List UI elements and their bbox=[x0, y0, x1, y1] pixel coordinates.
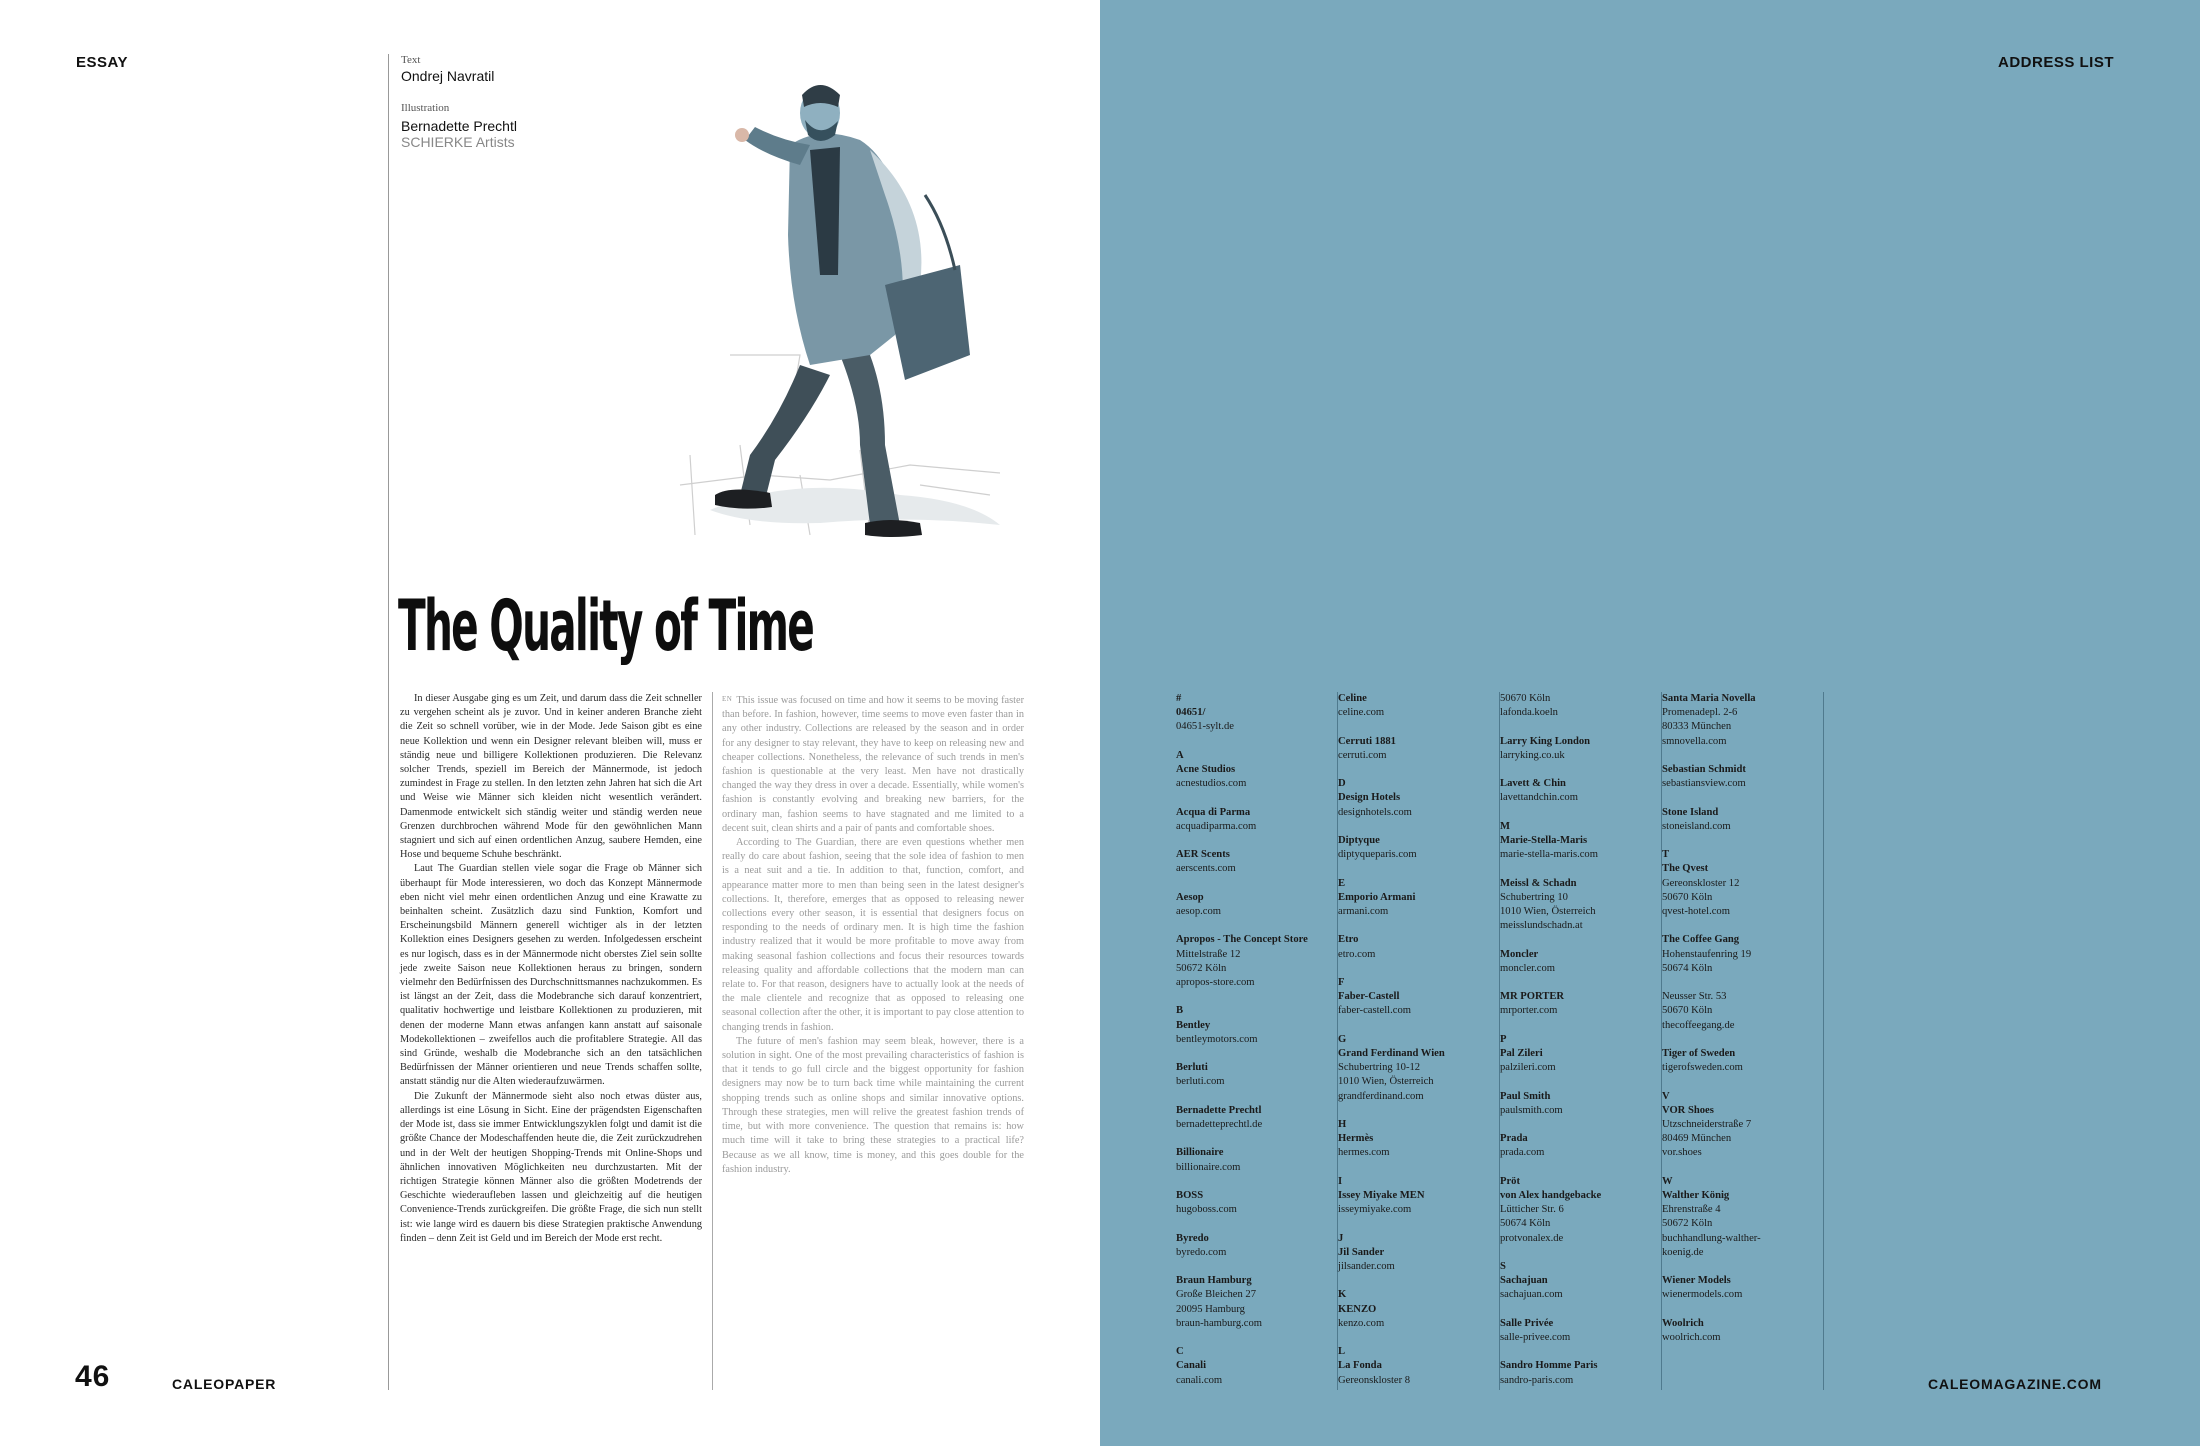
address-entry bbox=[1500, 1175, 1655, 1189]
address-brand-name: Design Hotels bbox=[1338, 792, 1401, 804]
address-line: protvonalex.de bbox=[1500, 1232, 1564, 1244]
address-brand-name: Woolrich bbox=[1662, 1317, 1704, 1329]
address-brand-name: Cerruti 1881 bbox=[1338, 735, 1396, 747]
address-entry bbox=[1338, 1288, 1493, 1331]
credit-agency: SCHIERKE Artists bbox=[401, 134, 515, 150]
column-divider bbox=[712, 692, 713, 1390]
address-line: etro.com bbox=[1338, 948, 1376, 960]
address-entry bbox=[1338, 735, 1493, 763]
address-line: braun-hamburg.com bbox=[1176, 1317, 1263, 1329]
address-line: 1010 Wien, Österreich bbox=[1500, 905, 1596, 917]
address-entry bbox=[1338, 933, 1493, 961]
address-column-3 bbox=[1500, 692, 1662, 1390]
address-line: larryking.co.uk bbox=[1500, 749, 1565, 761]
credit-illustration-label: Illustration bbox=[401, 102, 450, 114]
address-index-letter: E bbox=[1338, 877, 1346, 889]
address-line: 50674 Köln bbox=[1500, 1218, 1551, 1230]
address-brand-name: KENZO bbox=[1338, 1303, 1377, 1315]
address-brand-name: Braun Hamburg bbox=[1176, 1275, 1252, 1287]
address-index-letter: H bbox=[1338, 1118, 1347, 1130]
address-line: 80333 München bbox=[1662, 721, 1732, 733]
address-line: salle-privee.com bbox=[1500, 1331, 1571, 1343]
address-line: cerruti.com bbox=[1338, 749, 1387, 761]
address-brand-name: Tiger of Sweden bbox=[1662, 1047, 1736, 1059]
address-line: Hohenstaufenring 19 bbox=[1662, 948, 1752, 960]
address-entry bbox=[1662, 806, 1817, 834]
address-entry bbox=[1176, 1104, 1331, 1132]
address-entry bbox=[1500, 1132, 1655, 1160]
credit-illustrator: Bernadette Prechtl bbox=[401, 118, 517, 134]
address-brand-name: Sebastian Schmidt bbox=[1662, 764, 1746, 775]
address-entry bbox=[1338, 834, 1493, 862]
address-entry bbox=[1338, 1118, 1493, 1161]
address-index-letter: C bbox=[1176, 1346, 1184, 1358]
address-column-2 bbox=[1338, 692, 1500, 1390]
address-brand-name: Larry King London bbox=[1500, 735, 1591, 747]
address-brand-name: The Qvest bbox=[1662, 863, 1709, 875]
address-line: billionaire.com bbox=[1176, 1161, 1241, 1173]
address-line: Schubertring 10 bbox=[1500, 891, 1568, 903]
address-brand-name: Hermès bbox=[1338, 1133, 1374, 1145]
address-line: mrporter.com bbox=[1500, 1005, 1558, 1017]
address-brand-name: La Fonda bbox=[1338, 1360, 1382, 1372]
address-index-letter: # bbox=[1176, 693, 1182, 704]
english-language-tag: EN bbox=[722, 695, 733, 703]
address-entry bbox=[1338, 692, 1493, 720]
address-line: tigerofsweden.com bbox=[1662, 1062, 1743, 1074]
address-brand-name: Santa Maria Novella bbox=[1662, 693, 1756, 704]
address-entry bbox=[1662, 692, 1817, 749]
address-line: 1010 Wien, Österreich bbox=[1338, 1076, 1434, 1088]
address-line: stoneisland.com bbox=[1662, 820, 1731, 832]
english-paragraph-1: This issue was focused on time and how it seems to be moving faster than before. In fashion, however, time seems to move even faster than in any other industry. Collections are released by the season and in order for any designer to stay relevant, they have to keep on releasing new and cheaper collections. Nonetheless, the relevance of such trends in men's fashion is questionable at the very least. Men have not drastically changed the way they dress in over a decade. Essentially, while women's fashion is constantly evolving and breaking new barriers, for the ordinary man, fashion seems to have stagnated and me limited to a decent suit, clean shirts and a pair of pants and comfortable shoes. bbox=[722, 695, 1024, 834]
address-brand-name: Acne Studios bbox=[1176, 764, 1236, 775]
address-entry bbox=[1176, 692, 1331, 735]
address-entry bbox=[1338, 1175, 1493, 1218]
address-index-letter: F bbox=[1338, 976, 1345, 988]
address-column-4 bbox=[1662, 692, 1824, 1390]
address-line: kenzo.com bbox=[1338, 1317, 1385, 1329]
address-entry bbox=[1176, 1189, 1331, 1217]
address-entry bbox=[1662, 990, 1817, 1033]
address-line: grandferdinand.com bbox=[1338, 1090, 1424, 1102]
walking-man-illustration bbox=[670, 55, 1010, 545]
address-entry bbox=[1500, 990, 1655, 1018]
address-line: Gereonskloster 12 bbox=[1662, 877, 1740, 889]
address-entry bbox=[1500, 1189, 1655, 1246]
address-line: vor.shoes bbox=[1662, 1147, 1702, 1159]
address-entry bbox=[1176, 848, 1331, 876]
address-brand-name: Berluti bbox=[1176, 1062, 1208, 1074]
address-entry bbox=[1662, 763, 1817, 791]
address-brand-name: Jil Sander bbox=[1338, 1246, 1385, 1258]
address-brand-name: Aesop bbox=[1176, 891, 1204, 903]
address-line: palzileri.com bbox=[1500, 1062, 1556, 1074]
address-line: qvest-hotel.com bbox=[1662, 906, 1730, 917]
address-brand-name: Bentley bbox=[1176, 1019, 1211, 1031]
address-line: 50670 Köln bbox=[1662, 1005, 1713, 1017]
address-brand-name: Marie-Stella-Maris bbox=[1500, 834, 1588, 846]
address-line: 50674 Köln bbox=[1662, 962, 1713, 974]
address-line: wienermodels.com bbox=[1662, 1289, 1743, 1301]
address-entry bbox=[1662, 1090, 1817, 1161]
address-brand-name: VOR Shoes bbox=[1662, 1104, 1714, 1116]
address-brand-name: Lavett & Chin bbox=[1500, 778, 1566, 790]
address-index-letter: W bbox=[1662, 1175, 1673, 1187]
address-entry bbox=[1338, 1345, 1493, 1388]
address-brand-name: Acqua di Parma bbox=[1176, 806, 1251, 818]
address-line: Gereonskloster 8 bbox=[1338, 1374, 1411, 1386]
english-paragraph-3: The future of men's fashion may seem bleak, however, there is a solution in sight. One of the most prevailing characteristics of fashion is that it tends to go full circle and the biggest opportunity for fashion designers may now be to turn back time while maintaining the current shopping trends such as online shops and similar innovative options. Through these strategies, men will relive the greatest fashion trends of time, but with more convenience. The question that remains is: how much time will it take to bring these strategies to a practical life? Because as we all know, time is money, and this goes double for the fashion industry. bbox=[722, 1035, 1024, 1175]
address-brand-name: Sachajuan bbox=[1500, 1275, 1548, 1287]
address-index-letter: P bbox=[1500, 1033, 1507, 1045]
address-index-letter: V bbox=[1662, 1090, 1670, 1102]
address-line: 20095 Hamburg bbox=[1176, 1303, 1245, 1315]
address-index-letter: K bbox=[1338, 1289, 1347, 1301]
address-brand-name: von Alex handgebacke bbox=[1500, 1189, 1602, 1201]
address-entry bbox=[1176, 806, 1331, 834]
section-label-address-list: ADDRESS LIST bbox=[1998, 54, 2115, 71]
address-brand-name: Etro bbox=[1338, 934, 1359, 946]
essay-title: The Quality of Time bbox=[398, 585, 814, 667]
address-entry bbox=[1176, 1146, 1331, 1174]
german-paragraph-2: Laut The Guardian stellen viele sogar die Frage ob Männer sich überhaupt für Mode interessieren, wo doch das Konzept Männermode eben nicht viel mehr einen ordentlichen Anzug und eine Krawatte zu beinhalten scheint. Zusätzlich dazu sind Funktion, Komfort und Erscheinungsbild Männern generell wichtiger als in der letzten Kollektion eines Designers gesehen zu werden. Infolgedessen erscheint es nur logisch, dass es in der Männermode nicht oberstes Ziel sein sollte jede zweite Saison neue Kollektionen heraus zu bringen, sondern vielmehr den Bedürfnissen des Durchschnittsmannes nachzukommen. Es ist längst an der Zeit, dass die Modebranche sich darauf konzentriert, qualitativ hochwertige und leistbare Kollektionen zu produzieren, mit denen der moderne Mann etwas anfangen kann anstatt auf saisonale Modekollektionen – zweifellos auch die profitablere Strategie. All das sind Gründe, weshalb die Modebranche sich an den tatsächlichen Bedürfnissen der Männer orientieren und neue Trends schaffen sollte, anstatt ständig nur die Alten wiederaufzuwärmen. bbox=[400, 863, 702, 1088]
address-line: Ehrenstraße 4 bbox=[1662, 1204, 1721, 1216]
address-line: sachajuan.com bbox=[1500, 1289, 1563, 1301]
address-index-letter: L bbox=[1338, 1346, 1346, 1358]
address-line: woolrich.com bbox=[1662, 1331, 1721, 1343]
english-text-column bbox=[722, 692, 1024, 1177]
address-line: faber-castell.com bbox=[1338, 1005, 1412, 1017]
address-brand-name: BOSS bbox=[1176, 1189, 1204, 1201]
address-entry bbox=[1662, 1175, 1817, 1260]
footer-brand: CALEOPAPER bbox=[172, 1376, 277, 1392]
address-line: sandro-paris.com bbox=[1500, 1374, 1574, 1386]
address-brand-name: Paul Smith bbox=[1500, 1090, 1551, 1102]
address-line: 80469 München bbox=[1662, 1133, 1732, 1145]
address-entry bbox=[1500, 1260, 1655, 1303]
address-entry bbox=[1500, 1090, 1655, 1118]
address-entry bbox=[1176, 933, 1331, 990]
address-brand-name: Emporio Armani bbox=[1338, 891, 1416, 903]
address-line: sebastiansview.com bbox=[1662, 778, 1746, 790]
address-entry bbox=[1176, 1061, 1331, 1089]
address-brand-name: MR PORTER bbox=[1500, 991, 1565, 1003]
address-entry bbox=[1500, 877, 1655, 934]
address-index-letter: S bbox=[1500, 1260, 1506, 1272]
address-brand-name: Salle Privée bbox=[1500, 1317, 1554, 1329]
address-index-letter: G bbox=[1338, 1033, 1347, 1045]
german-text-column bbox=[400, 692, 702, 1246]
address-entry bbox=[1176, 1274, 1331, 1331]
address-entry bbox=[1662, 1274, 1817, 1302]
address-entry bbox=[1338, 1033, 1493, 1104]
address-brand-name: Byredo bbox=[1176, 1232, 1209, 1244]
address-line: hugoboss.com bbox=[1176, 1204, 1237, 1216]
address-line: paulsmith.com bbox=[1500, 1104, 1563, 1116]
address-line: Große Bleichen 27 bbox=[1176, 1289, 1257, 1301]
address-line: jilsander.com bbox=[1338, 1260, 1395, 1272]
address-brand-name: Faber-Castell bbox=[1338, 991, 1400, 1003]
address-brand-name: Billionaire bbox=[1176, 1147, 1224, 1159]
address-entry bbox=[1500, 948, 1655, 976]
address-brand-name: Apropos - The Concept Store bbox=[1176, 934, 1308, 946]
address-index-letter: T bbox=[1662, 849, 1670, 861]
address-line: berluti.com bbox=[1176, 1076, 1225, 1088]
address-brand-name: Walther König bbox=[1662, 1189, 1730, 1201]
address-entry bbox=[1500, 1317, 1655, 1345]
address-brand-name: AER Scents bbox=[1176, 849, 1230, 861]
address-index-letter: M bbox=[1500, 820, 1510, 832]
address-brand-name: Pal Zileri bbox=[1500, 1047, 1543, 1059]
address-line: 50670 Köln bbox=[1500, 693, 1551, 704]
address-brand-name: Canali bbox=[1176, 1360, 1207, 1372]
address-line: Mittelstraße 12 bbox=[1176, 948, 1241, 960]
section-label-essay: ESSAY bbox=[76, 54, 128, 71]
credit-text-label: Text bbox=[401, 54, 421, 66]
address-brand-name: 04651/ bbox=[1176, 707, 1206, 719]
address-brand-name: Moncler bbox=[1500, 948, 1539, 960]
address-entry bbox=[1662, 1317, 1817, 1345]
address-brand-name: Celine bbox=[1338, 693, 1367, 704]
address-entry bbox=[1176, 1232, 1331, 1260]
address-entry bbox=[1500, 777, 1655, 805]
address-line: moncler.com bbox=[1500, 962, 1556, 974]
address-line: Neusser Str. 53 bbox=[1662, 991, 1727, 1003]
address-entry bbox=[1662, 1047, 1817, 1075]
address-line: bentleymotors.com bbox=[1176, 1033, 1258, 1045]
address-line: canali.com bbox=[1176, 1374, 1223, 1386]
address-line: meisslundschadn.at bbox=[1500, 920, 1583, 932]
address-line: Lütticher Str. 6 bbox=[1500, 1204, 1564, 1216]
address-entry bbox=[1500, 692, 1655, 720]
address-line: buchhandlung-walther- bbox=[1662, 1232, 1761, 1244]
address-brand-name: Sandro Homme Paris bbox=[1500, 1360, 1598, 1372]
address-line: bernadetteprechtl.de bbox=[1176, 1118, 1263, 1130]
address-index-letter: A bbox=[1176, 749, 1184, 761]
address-line: lafonda.koeln bbox=[1500, 707, 1558, 719]
german-paragraph-3: Die Zukunft der Männermode sieht also noch etwas düster aus, allerdings ist eine Lösung in Sicht. Eine der prägendsten Eigenschaften der Mode ist, dass sie immer Entwicklungszyklen folgt und damit ist die größte Chance der Modeschaffenden heute die, die Zeit zurückzudrehen und in der Welt der heutigen Shopping-Trends mit Online-Shops und ähnlichen innovativen Möglichkeiten neu durchzustarten. Mit der richtigen Strategie können Männer also die größten Modetrends der Geschichte wiederaufleben lassen und gleichzeitig auf die heutigen Convenience-Trends zurückgreifen. Die größte Frage, die sich nun stellt ist: wie lange wird es dauern bis diese Strategien praktische Anwendung finden – denn Zeit ist Geld und im Bereich der Mode erst recht. bbox=[400, 1090, 702, 1244]
address-index-letter: I bbox=[1338, 1175, 1343, 1187]
address-entry bbox=[1338, 1232, 1493, 1275]
address-entry bbox=[1500, 820, 1655, 863]
address-entry bbox=[1176, 891, 1331, 919]
address-brand-name: Grand Ferdinand Wien bbox=[1338, 1047, 1445, 1059]
address-line: hermes.com bbox=[1338, 1147, 1390, 1159]
address-index-letter: J bbox=[1338, 1232, 1344, 1244]
address-line: 50672 Köln bbox=[1176, 962, 1227, 974]
address-brand-name: Prada bbox=[1500, 1133, 1528, 1145]
address-entry bbox=[1338, 976, 1493, 1019]
address-line: 50670 Köln bbox=[1662, 891, 1713, 903]
address-entry bbox=[1500, 1359, 1655, 1387]
address-line: celine.com bbox=[1338, 707, 1385, 719]
address-line: aesop.com bbox=[1176, 905, 1222, 917]
address-entry bbox=[1176, 1345, 1331, 1388]
address-brand-name: The Coffee Gang bbox=[1662, 934, 1740, 946]
address-line: 50672 Köln bbox=[1662, 1218, 1713, 1230]
address-entry bbox=[1176, 749, 1331, 792]
german-paragraph-1: In dieser Ausgabe ging es um Zeit, und darum dass die Zeit schneller zu vergehen scheint als je zuvor. Und in keiner anderen Branche zieht die Zeit so schnell vorüber, wie in der Mode. Jede Saison gibt es eine neue Kollektion und wenn ein Designer relevant bleiben will, muss er ständig neue und billigere Kollektionen produzieren. Die Relevanz solcher Trends, speziell im Bereich der Männermode, ist jedoch zumindest in Frage zu stellen. In den letzten zehn Jahren hat sich die Art und Weise wie Männer sich kleiden nicht wesentlich verändert. Damenmode entwickelt sich ständig weiter und ständig werden neue Grenzen durchbrochen während Mode für den gewöhnlichen Mann stagniert und sich auf einen ordentlichen Anzug, saubere Hemden, eine Hose und bequeme Schuhe beschränkt. bbox=[400, 693, 702, 861]
address-entry bbox=[1500, 1033, 1655, 1076]
credit-author: Ondrej Navratil bbox=[401, 68, 495, 84]
address-brand-name: Stone Island bbox=[1662, 806, 1719, 818]
address-entry bbox=[1176, 1004, 1331, 1047]
address-line: koenig.de bbox=[1662, 1246, 1704, 1258]
address-brand-name: Diptyque bbox=[1338, 834, 1380, 846]
address-brand-name: Pröt bbox=[1500, 1175, 1520, 1187]
address-entry bbox=[1338, 777, 1493, 820]
address-line: marie-stella-maris.com bbox=[1500, 849, 1598, 861]
address-index-letter: D bbox=[1338, 778, 1346, 790]
address-line: Schubertring 10-12 bbox=[1338, 1062, 1421, 1074]
address-line: acnestudios.com bbox=[1176, 778, 1247, 790]
address-line: thecoffeegang.de bbox=[1662, 1019, 1735, 1031]
address-line: apropos-store.com bbox=[1176, 976, 1255, 988]
english-paragraph-2: According to The Guardian, there are even questions whether men really do care about fashion, seeing that the sole idea of fashion to men is a neat suit and a tie. In addition to that, function, comfort, and appearance matter more to men than being seen in the latest designer's collections. It, therefore, emerges that as opposed to releasing newer collections every other season, it is essential that designers focus on responding to the needs of ordinary men. It is high time the fashion industry realized that it would be more profitable to move away from making seasonal fashion collections and focus their resources towards releasing quality and affordable collections that the modern man can relate to. For that reason, designers have to actually look at the needs of the male clientele and recognize that as opposed to releasing one seasonal collection after the other, it is important to pay close attention to changing trends in fashion. bbox=[722, 837, 1024, 1033]
page-number: 46 bbox=[75, 1360, 111, 1393]
address-line: lavettandchin.com bbox=[1500, 792, 1578, 804]
address-line: aerscents.com bbox=[1176, 863, 1236, 875]
footer-url[interactable]: CALEOMAGAZINE.COM bbox=[1928, 1376, 2102, 1392]
address-brand-name: Wiener Models bbox=[1662, 1275, 1731, 1287]
address-line: armani.com bbox=[1338, 905, 1389, 917]
address-line: acquadiparma.com bbox=[1176, 820, 1257, 832]
address-brand-name: Issey Miyake MEN bbox=[1338, 1189, 1425, 1201]
address-line: isseymiyake.com bbox=[1338, 1204, 1412, 1216]
address-column-1 bbox=[1176, 692, 1338, 1390]
address-line: byredo.com bbox=[1176, 1246, 1227, 1258]
address-line: Utzschneiderstraße 7 bbox=[1662, 1118, 1752, 1130]
address-line: smnovella.com bbox=[1662, 735, 1727, 747]
address-entry bbox=[1662, 848, 1817, 919]
address-line: prada.com bbox=[1500, 1147, 1545, 1159]
address-line: designhotels.com bbox=[1338, 806, 1412, 818]
address-entry bbox=[1500, 735, 1655, 763]
address-brand-name: Meissl & Schadn bbox=[1500, 877, 1577, 889]
address-line: Promenadepl. 2-6 bbox=[1662, 707, 1738, 719]
address-line: 04651-sylt.de bbox=[1176, 721, 1234, 733]
address-entry bbox=[1338, 877, 1493, 920]
address-entry bbox=[1662, 933, 1817, 976]
address-index-letter: B bbox=[1176, 1005, 1184, 1017]
address-brand-name: Bernadette Prechtl bbox=[1176, 1104, 1262, 1116]
address-line: diptyqueparis.com bbox=[1338, 849, 1417, 861]
